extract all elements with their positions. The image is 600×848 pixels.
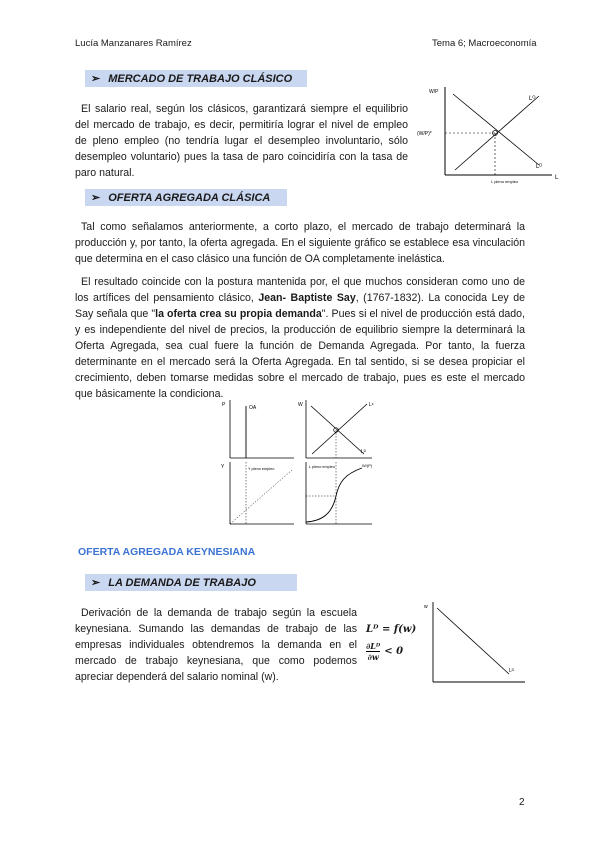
demand-label: Lᴰ: [509, 668, 515, 674]
fraction-denominator: ∂w: [367, 652, 379, 662]
paragraph-oferta-clasica-1: Tal como señalamos anteriormente, a corto plazo, el mercado de trabajo determinará la producción y, por tanto, la oferta agregada. En el siguiente gráfico se establece esa vinculación que determina en el caso clásico una función de OA completamente inelástica.: [75, 221, 525, 265]
labour-demand-curve: [437, 608, 509, 674]
fraction-numerator: ∂Lᴰ: [366, 641, 381, 651]
section-title-oferta-clasica: [85, 189, 287, 206]
production-function-curve: [306, 468, 362, 522]
w-axis-label: w: [424, 604, 428, 610]
ld-label: Lᴰ: [361, 449, 367, 455]
keynesian-labour-demand-graph: [413, 598, 528, 688]
x-axis-label: L: [555, 175, 559, 181]
para-text: ". Pues si el nivel de producción está dado, y es independiente del nivel de precios, la producción de equilibrio siempre la determinará la Oferta Agregada, sea cual fuere la función de Demanda Agregada. Por tanto, la fuerza determinante en el mercado será la Oferta Agregada. En tal sentido, si se desea propiciar el crecimiento, deben tomarse medidas sobre el mercado de trabajo, pues es este el mercado que básicamente la condiciona.: [75, 308, 525, 400]
ls-label: Lˢ: [369, 402, 374, 408]
section-title-text: MERCADO DE TRABAJO CLÁSICO: [108, 73, 293, 85]
labour-supply-curve: [455, 96, 539, 170]
y-pleno-empleo-label: Y pleno empleo: [248, 467, 275, 471]
bl-45-line: [230, 470, 292, 524]
arrow-bullet-icon: ➢: [91, 192, 101, 204]
p-label: P: [222, 402, 226, 408]
paragraph-demanda-trabajo: Derivación de la demanda de trabajo según la escuela keynesiana. Sumando las demandas de trabajo de las empresas individuales obtendremos la demanda en el mercado de trabajo keynesiana, que como podemos apreciar dependerá del salario nominal (w).: [75, 607, 357, 683]
oa-label: OA: [249, 405, 257, 411]
l-pleno-empleo-label: L pleno empleo: [309, 465, 335, 469]
wp-label: W/(P): [362, 463, 373, 468]
header-author: Lucía Manzanares Ramírez: [75, 38, 192, 49]
page-number: 2: [519, 797, 525, 808]
paragraph-oferta-clasica-2: [75, 274, 525, 402]
w-label: W: [298, 402, 303, 408]
labour-demand-curve: [311, 406, 364, 454]
classical-aggregate-supply-graph: [212, 396, 392, 528]
para-text: El resultado coincide con la postura mantenida por, el que muchos consideran como uno de los artífices del pensamiento clásico,: [75, 276, 525, 304]
y-axis-label: W/P: [429, 89, 439, 95]
arrow-bullet-icon: ➢: [91, 73, 101, 85]
x-eq-label: L pleno empleo: [491, 179, 519, 184]
labour-supply-curve: [312, 404, 367, 454]
section-title-text: OFERTA AGREGADA CLÁSICA: [108, 192, 271, 204]
section-title-mercado-trabajo: [85, 70, 307, 87]
header-topic: Tema 6; Macroeconomía: [432, 38, 537, 49]
author-name: Jean- Baptiste Say: [258, 292, 356, 304]
say-law-quote: la oferta crea su propia demanda: [155, 308, 322, 320]
para-text: , (1767-1832). La conocida Ley de Say señala que ": [75, 292, 525, 320]
labour-demand-curve: [453, 94, 539, 165]
demand-label: Lᴰ: [536, 164, 543, 170]
section-title-demanda-trabajo: [85, 574, 297, 591]
y-axis-label: Y: [221, 464, 225, 470]
labour-market-graph: [415, 82, 565, 187]
section-title-text: LA DEMANDA DE TRABAJO: [108, 577, 256, 589]
fraction-rhs: < 0: [384, 646, 404, 657]
arrow-bullet-icon: ➢: [91, 577, 101, 589]
formula-line-1: Lᴰ = f(w): [366, 624, 417, 635]
eq-wage-label: (W/P)*: [417, 131, 432, 137]
paragraph-mercado-trabajo: El salario real, según los clásicos, garantizará siempre el equilibrio del mercado de trabajo, es decir, permitiría lograr el nivel de empleo de pleno empleo (no tendría lugar el desempleo involuntario, sólo desempleo voluntario) pues la tasa de paro coincidiría con la tasa de paro natural.: [75, 103, 408, 179]
derivative-fraction: [366, 641, 380, 662]
section-title-oferta-keynesiana: OFERTA AGREGADA KEYNESIANA: [78, 546, 256, 558]
supply-label: Lᴼ: [529, 96, 536, 102]
